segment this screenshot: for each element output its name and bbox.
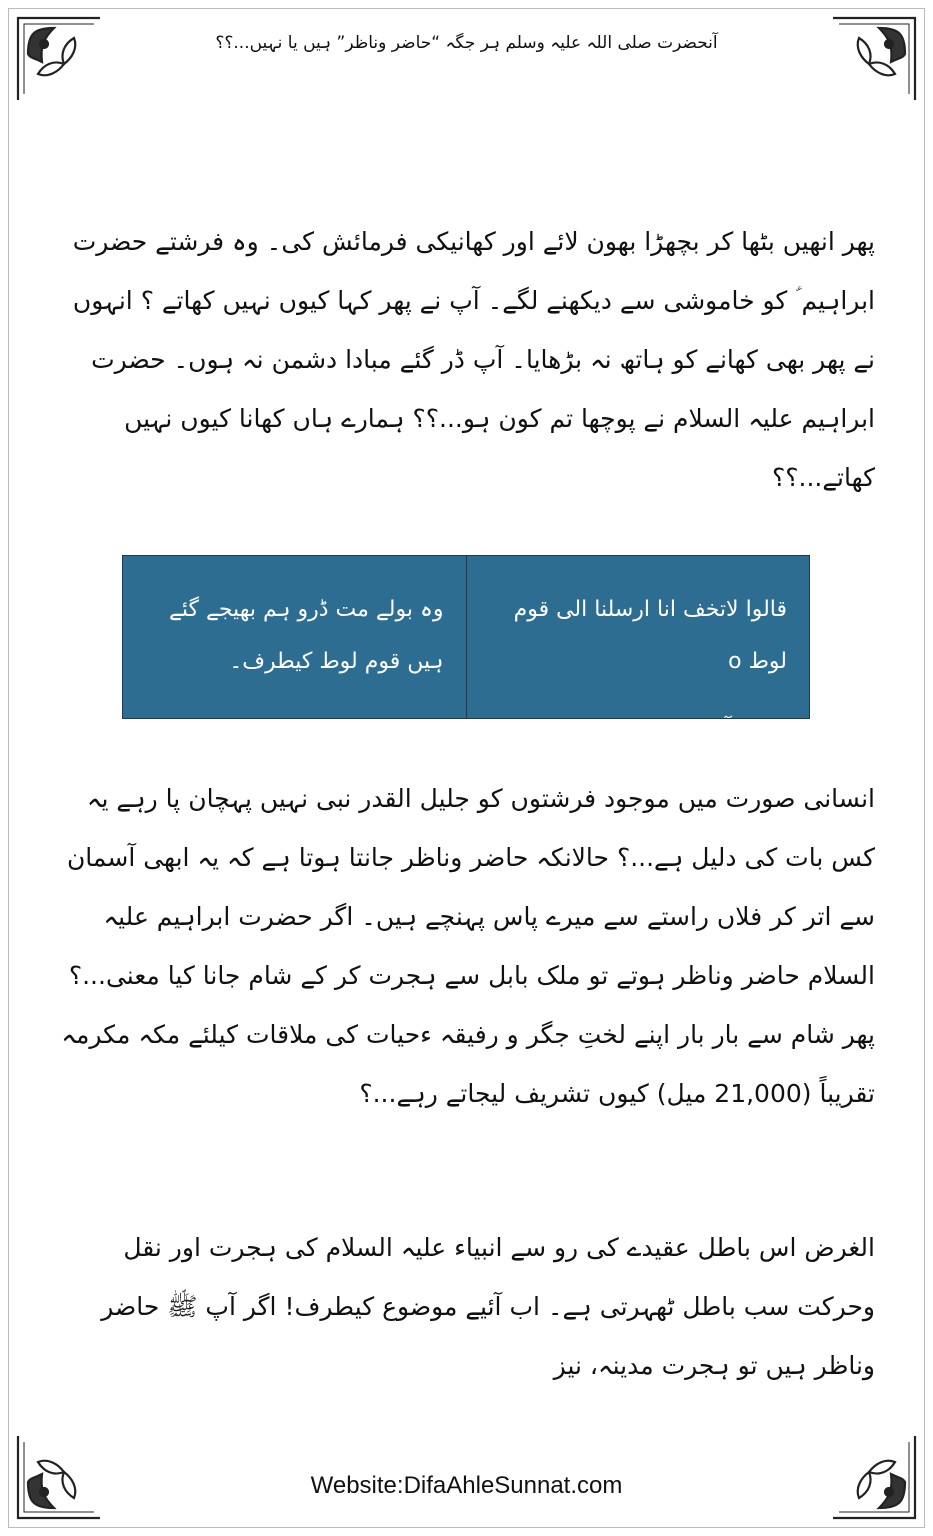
verse-translation-cell <box>123 556 467 718</box>
verse-arabic-text: قالوا لاتخف انا ارسلنا الی قوم لوط o <box>513 597 787 674</box>
paragraph-2: انسانی صورت میں موجود فرشتوں کو جلیل القدر نبی نہیں پہچان پا رہے یہ کس بات کی دلیل ہے...؟ حالانکہ حاضر وناظر جانتا ہوتا ہے کہ یہ ابھی آسمان سے اتر کر فلاں راستے سے میرے پاس پہنچے ہیں۔ اگر حضرت ابراہیم علیہ السلام حاضر وناظر ہوتے تو ملک بابل سے ہجرت کر کے شام جانا کیا معنی...؟ پھر شام سے بار بار اپنے لختِ جگر و رفیقہ ءحیات کی ملاقات کیلئے مکہ مکرمہ تقریباً (21,000 میل) کیوں تشریف لیجاتے رہے...؟ <box>61 784 875 1108</box>
corner-ornament-icon <box>14 14 104 104</box>
verse-reference: (ھود: آیت ۷۰) <box>658 717 787 742</box>
paragraph-1: پھر انھیں بٹھا کر بچھڑا بھون لائے اور کھانیکی فرمائش کی۔ وہ فرشتے حضرت ابراہیم ؑ کو خاموشی سے دیکھنے لگے۔ آپ نے پھر کہا کیوں نہیں کھاتے ؟ انہوں نے پھر بھی کھانے کو ہاتھ نہ بڑھایا۔ آپ ڈر گئے مبادا دشمن نہ ہوں۔ حضرت ابراہیم علیہ السلام نے پوچھا تم کون ہو...؟؟ ہمارے ہاں کھانا کیوں نہیں کھاتے...؟؟ <box>72 227 875 492</box>
quran-verse-box <box>122 555 810 742</box>
website-footer: Website:DifaAhleSunnat.com <box>310 1472 623 1499</box>
verse-translation-text: وہ بولے مت ڈرو ہم بھیجے گئے ہیں قوم لوط کیطرف۔ <box>168 597 444 674</box>
page-title: آنحضرت صلی اللہ علیہ وسلم ہر جگہ “حاضر وناظر” ہیں یا نہیں...؟؟ <box>215 33 718 53</box>
paragraph-3: الغرض اس باطل عقیدے کی رو سے انبیاء علیہ السلام کی ہجرت اور نقل وحرکت سب باطل ٹھہرتی ہے۔ اب آئیے موضوع کیطرف! اگر آپ ﷺ حاضر وناظر ہیں تو ہجرت مدینہ، نیز <box>101 1233 875 1380</box>
corner-ornament-icon <box>829 14 919 104</box>
verse-arabic-cell <box>467 556 810 742</box>
